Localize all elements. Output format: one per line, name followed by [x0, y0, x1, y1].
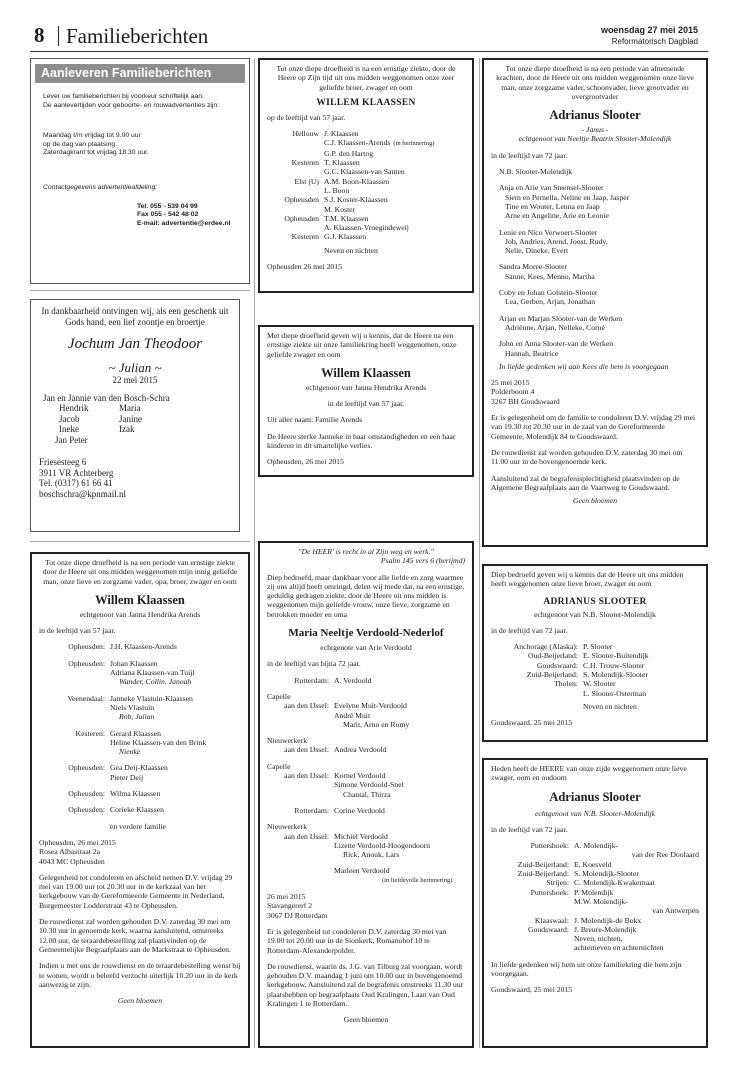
relative-name: W. Slooter — [583, 679, 616, 689]
notice-street: Stavangererf 2 — [267, 901, 313, 911]
relative-name: (in liefdevolle herinnering) — [382, 876, 453, 884]
relative-place: Opheusden: — [68, 789, 105, 799]
relative-place — [267, 876, 329, 885]
relative-name: van der Ree Doolaard — [631, 850, 699, 860]
relative-group — [39, 763, 241, 782]
relative-place: Opheusden: — [68, 658, 105, 668]
notice-attendance: Indien u met ons de rouwdienst en de teraardebestelling wenst bij te wonen, wordt u beleefd verzocht uiterlijk 10.20 uur in de kerk aanwezig te zijn. — [39, 961, 241, 989]
bible-quote: "De HEER' is recht in al Zijn weg en werk." — [298, 547, 434, 556]
relative-name: Gerard Klaassen — [110, 728, 162, 738]
notice-willem-klaassen-wife — [30, 552, 250, 1048]
relatives-list — [491, 642, 699, 698]
relative-place: Puttershoek: — [530, 887, 569, 897]
deceased-name: Willem Klaassen — [321, 365, 411, 380]
grandchildren: Tine en Wouter, Lenna en Jaap — [505, 201, 600, 211]
relative-place: Capelle — [267, 691, 291, 701]
notice-service: De rouwdienst zal worden gehouden D.V. zaterdag 30 mei om 10.30 uur in genoemde kerk, waarna aansluitend, omstreeks 12.00 uur, de teraardebestelling zal plaatsvinden op de Gemeentelijke Begraafplaats aan de Markstraat te Opheusden. — [39, 917, 231, 954]
submission-line: Maandag t/m vrijdag tot 9.00 uur — [43, 132, 141, 140]
relative-place: Kesteren: — [75, 728, 105, 738]
relative-name: G.J. Klaassen — [324, 232, 367, 242]
birth-nickname: ~ Julian ~ — [108, 360, 162, 375]
relative-place: Oud-Beijerland: — [528, 651, 578, 661]
relative-name: E. Koesveld — [574, 859, 612, 869]
sibling-name: Izak — [119, 424, 135, 434]
relative-name: P. Slooter — [583, 642, 613, 652]
deceased-name: Adrianus Slooter — [549, 108, 641, 123]
relative-place: Zuid-Beijerland: — [517, 859, 569, 869]
notice-service: De rouwdienst zal worden gehouden D.V. zaterdag 30 mei om 11.00 uur in de bovengenoemde kerk. — [491, 447, 683, 467]
relative-place — [267, 720, 329, 729]
relative-name: Marleen Verdoold — [334, 866, 390, 876]
sibling-name: Ineke — [59, 424, 79, 434]
notice-street: Rosea Albastraat 2a — [39, 847, 101, 857]
relative-place — [39, 738, 105, 747]
notice-adrianus-slooter-family — [482, 58, 708, 547]
relative-group — [267, 806, 465, 815]
relative-name: Evelyne Muit-Verdoold — [334, 701, 407, 711]
family-head: Anja en Arie van Steensel-Slooter — [499, 183, 604, 193]
submission-line: De aanlevertijden voor geboorte- en rouwadvertenties zijn: — [43, 101, 220, 109]
birth-announcement — [30, 299, 240, 532]
relative-name: A. Molendijk- — [574, 841, 618, 851]
relative-name: achterneven en achternichten — [574, 943, 664, 953]
relative-group — [39, 805, 241, 814]
relative-place — [491, 934, 569, 943]
notice-street: Polderboom 4 — [491, 387, 535, 397]
notice-text: De Heere sterke Janneke in haar omstandigheden en een haar kinderen in dit smartelijke verlies. — [267, 431, 456, 451]
notice-spouse: echtgenoot van Janna Hendrika Arends — [79, 609, 201, 619]
relative-name: Johan Klaassen — [110, 658, 158, 668]
relative-name: Michiel Verdoold — [334, 831, 388, 841]
relative-place — [267, 841, 329, 850]
grandchildren: Adriënne, Arjan, Nelleke, Corné — [505, 322, 605, 332]
relative-name: J. Molendijk-de Bokx — [574, 915, 642, 925]
notice-names: Uit aller naam: Familie Arends — [267, 415, 363, 425]
spouse-name: N.B. Slooter-Molendijk — [499, 167, 573, 177]
column-separator — [254, 58, 255, 1048]
relative-group — [267, 692, 465, 729]
relative-place — [267, 149, 319, 158]
relatives-list — [491, 841, 699, 953]
notice-condolence: Gelegenheid tot condoleren en afscheid nemen D.V. vrijdag 29 mei van 19.00 uur tot 20.30 uur in de kerkzaal van het kerkgebouw van de Gereformeerde Gemeente in Nederland, Burgemeester Lodderstraat 43 te Opheusden. — [39, 872, 233, 910]
notice-maria-verdoold — [258, 541, 474, 1048]
notice-age: in de leeftijd van bijna 72 jaar. — [267, 659, 361, 669]
notice-spouse: echtgenoot van N.B. Slooter-Molendijk — [534, 609, 656, 619]
notice-intro: Tot onze diepe droefheid is na een ernstige ziekte, door de Heere op Zijn tijd uit ons midden weggenomen onze zeer geliefde broer, zwager en oom — [276, 64, 456, 92]
relative-name: Rob, Julian — [119, 712, 155, 722]
relative-place — [267, 780, 329, 789]
grandchildren: Nelie, Dineke, Evert — [505, 246, 569, 256]
relative-group — [267, 676, 465, 685]
notice-no-flowers: Geen bloemen — [117, 996, 163, 1006]
page-number: 8 — [34, 23, 45, 47]
notice-intro: Tot onze diepe droefheid is na een periode van afnemende krachten, door de Heere uit ons midden weggenomen onze lieve man, onze zorgzame vader, schoonvader, lieve grootvader en overgrootvader — [496, 64, 694, 101]
family-group — [499, 288, 699, 307]
relative-name — [334, 822, 465, 831]
notice-intro: Met diepe droefheid geven wij u kennis, dat de Heere na een ernstige ziekte uit onze familiekring heeft weggenomen, onze geliefde zwager en oom — [267, 331, 457, 359]
notice-city: 3267 BH Goudswaard — [491, 396, 560, 406]
notice-age: op de leeftijd van 57 jaar. — [267, 112, 346, 122]
relative-place: aan den IJssel: — [284, 745, 329, 755]
relative-name — [334, 736, 465, 745]
grandchildren: Siem en Pernella, Neline en Jaap, Jasper — [505, 192, 630, 202]
relative-name: P. Molendijk — [574, 887, 614, 897]
notice-memory: In liefde gedenken wij hem uit onze familiekring die hem zijn voorgegaan. — [491, 959, 682, 979]
relative-name: Nienke — [119, 747, 141, 757]
sibling-name: Janine — [119, 413, 142, 424]
relative-group — [267, 866, 465, 885]
notice-date: 26 mei 2015 — [267, 892, 306, 902]
relative-name: Wander, Collin, Janoah — [119, 677, 192, 687]
sibling-name: Jacob — [59, 413, 80, 424]
relative-group — [39, 694, 241, 722]
birth-city: 3911 VR Achterberg — [39, 467, 114, 478]
relative-place — [39, 712, 105, 721]
relative-name: J. Klaassen — [324, 129, 359, 139]
relative-name: Marit, Arno en Romy — [343, 719, 410, 729]
relative-place: Kesteren — [291, 232, 319, 242]
relative-name — [334, 762, 465, 771]
row-separator — [30, 290, 250, 291]
birth-date: 22 mei 2015 — [112, 375, 158, 385]
relative-name: L. Boon — [324, 185, 350, 195]
relative-name: van Antwerpen — [652, 906, 699, 916]
relative-place: Opheusden: — [68, 763, 105, 773]
relative-name: Corieke Klaassen — [110, 805, 165, 815]
relative-name: A. Klaassen-Vroegindeweij — [324, 223, 409, 233]
family-group — [499, 228, 699, 256]
submission-title: Aanleveren Familieberichten — [35, 64, 245, 83]
relative-place: Opheusden: — [68, 642, 105, 652]
relative-place — [267, 223, 319, 232]
relative-name: J. Breure-Molendijk — [574, 924, 637, 934]
relative-name: A. Verdoold — [334, 675, 372, 685]
notice-extra: Neven en nichten — [583, 701, 637, 711]
relative-group — [39, 642, 241, 651]
relative-place — [267, 866, 329, 875]
relative-place: Nieuwerkerk — [267, 736, 308, 746]
relative-name: T. Klaassen — [324, 158, 360, 168]
notice-memory: In liefde gedenken wij aan Kees die hem is voorgegaan — [499, 361, 669, 371]
section-title: Familieberichten — [66, 24, 209, 48]
header-rule — [30, 51, 708, 52]
submission-line: Zaterdagkrant tot vrijdag 18.30 uur. — [43, 149, 149, 157]
relative-place — [39, 677, 105, 686]
relative-place — [39, 773, 105, 782]
relative-name: Chantal, Thirza — [343, 789, 391, 799]
relative-name: Pieter Deij — [110, 772, 144, 782]
sibling-name: Maria — [119, 403, 141, 413]
relative-name: M. Koster — [324, 204, 356, 214]
contact-fax: Fax 055 - 542 48 02 — [137, 211, 199, 219]
family-group — [499, 339, 699, 358]
relative-place — [491, 943, 569, 952]
relative-name: T.M. Klaassen — [324, 213, 369, 223]
relative-place: Tholen: — [554, 679, 578, 689]
notice-intro: Diep bedroefd, maar dankbaar voor alle liefde en zorg waarmee zij ons altijd heeft omringd, delen wij mede dat, na een ernstige, geduldig gedragen ziekte, door de Heere uit ons midden is weggenomen mijn geliefde vrouw, onze lieve, zorgzame en betrokken moeder en oma — [267, 572, 465, 619]
relative-place: Nieuwerkerk — [267, 822, 308, 832]
relative-place — [39, 668, 105, 677]
relative-place — [267, 186, 319, 195]
relative-name: Gea Deij-Klaassen — [110, 763, 168, 773]
relative-name: M.W. Molendijk- — [574, 896, 628, 906]
birth-name: Jochum Jan Theodoor — [67, 336, 203, 352]
notice-age: in de leeftijd van 57 jaar. — [39, 626, 116, 636]
grandchildren: Lea, Gerben, Arjan, Jonathan — [505, 297, 596, 307]
notice-spouse: echtgenote van Arie Verdoold — [320, 643, 412, 653]
notice-age: in de leeftijd van 72 jaar. — [491, 625, 568, 635]
relatives-list — [267, 129, 465, 242]
submission-line: Lever uw familieberichten bij voorkeur schriftelijk aan. — [43, 93, 204, 100]
relative-place — [491, 689, 578, 698]
family-group — [499, 262, 699, 281]
relative-place — [39, 822, 105, 831]
relative-name: J.H. Klaassen-Arends — [110, 642, 177, 652]
relative-group — [267, 736, 465, 755]
notice-burial: Aansluitend zal de begrafenisplechtigheid plaatsvinden op de Algemene Begraafplaats aan de Vaartweg te Goudswaard. — [491, 473, 680, 492]
relative-group — [39, 729, 241, 757]
relative-group — [39, 789, 241, 798]
notice-spouse: echtgenoot van Neeltje Beatrix Slooter-Molendijk — [518, 134, 672, 144]
notice-willem-klaassen-arends — [258, 325, 474, 477]
notice-service: De rouwdienst, waarin ds. J.G. van Tilburg zal voorgaan, wordt gehouden D.V. maandag 1 juni om 10.00 uur in bovengenoemd kerkgebouw. Aansluitend zal de begrafenis omstreeks 11.30 uur plaatshebben op begraafplaats Oud Kralingen, Laan van Oud Kralingen 1 te Rotterdam. — [267, 961, 464, 1008]
submission-line: op de dag van plaatsing. — [43, 140, 118, 148]
relative-name: S. Molendijk-Slooter — [583, 670, 648, 680]
birth-siblings — [55, 403, 179, 445]
relative-place: Puttershoek: — [530, 841, 569, 851]
notice-condolence: Er is gelegenheid om de familie te condoleren D.V. vrijdag 29 mei van 19.30 tot 20.30 uur in de zaal van de Gereformeerde Gemeente, Molendijk 84 te Goudswaard. — [491, 413, 696, 441]
relative-name: C.H. Trouw-Slooter — [583, 660, 645, 670]
relative-place: Klaaswaal: — [534, 915, 569, 925]
notice-intro: Heden heeft de HEERE van onze zijde weggenomen onze lieve zwager, oom en oudoom — [491, 764, 687, 783]
relative-place: Strijen: — [546, 878, 569, 888]
relative-place: Rotterdam: — [294, 805, 329, 815]
relative-place: Rotterdam: — [294, 675, 329, 685]
family-head: Coby en Johan Golstein-Slooter — [499, 288, 598, 298]
notice-extra: Neven en nichten — [324, 245, 378, 255]
family-head: John en Anna Slooter-van de Werken — [499, 339, 614, 349]
relative-place — [267, 205, 319, 214]
relative-name: Simone Verdoold-Snel — [334, 780, 404, 790]
relative-place — [39, 703, 105, 712]
relative-place — [267, 138, 319, 148]
relative-name: G.C. Klaassen-van Santen — [324, 167, 405, 177]
relative-name: Janneke Vlastuin-Klaassen — [110, 693, 193, 703]
relative-place: Goudswaard: — [528, 924, 569, 934]
birth-street: Friesesteeg 6 — [39, 457, 87, 467]
relative-place: Opheusden: — [68, 805, 105, 815]
relative-place: aan den IJssel: — [284, 701, 329, 711]
relative-name: Andrea Verdoold — [334, 745, 387, 755]
relative-place: Elst (U) — [294, 176, 319, 186]
notice-adrianus-slooter-siblings — [482, 564, 708, 742]
notice-place-date: Goudswaard, 25 mei 2015 — [491, 985, 573, 995]
relative-place: aan den IJssel: — [284, 831, 329, 841]
birth-phone: Tel. (0317) 61 66 41 — [39, 478, 113, 488]
notice-intro: Tot onze diepe droefheid is na een periode van ernstige ziekte door de Heere uit ons midden weggenomen mijn innig geliefde man, onze lieve en zorgzame vader, opa, broer, zwager en oom — [42, 558, 238, 586]
relative-name: Rick, Anouk, Lars — [343, 850, 400, 860]
relative-place — [267, 850, 329, 859]
relative-name: Wilma Klaassen — [110, 789, 161, 799]
birth-intro: In dankbaarheid ontvingen wij, als een geschenk uit Gods hand, een lief zoontje en broertje — [41, 306, 229, 327]
notice-no-flowers: Geen bloemen — [572, 496, 618, 506]
birth-email[interactable]: boschschra@kpnmail.nl — [39, 488, 127, 499]
family-group — [499, 314, 699, 333]
relative-name: André Muit — [334, 710, 371, 720]
relative-place: Hellouw — [292, 129, 319, 139]
relatives-list — [39, 642, 241, 830]
grandchildren: Arne en Angeline, Arie en Leonie — [505, 211, 609, 221]
deceased-name: Willem Klaassen — [95, 592, 185, 607]
relative-group — [267, 822, 465, 859]
contact-label: Contactgegevens advertentieafdeling: — [43, 183, 158, 191]
notice-place-date: Goudswaard, 25 mei 2015 — [491, 718, 573, 728]
notice-place-date: Opheusden 26 mei 2015 — [267, 262, 342, 272]
notice-no-flowers: Geen bloemen — [343, 1015, 389, 1025]
deceased-name: WILLEM KLAASSEN — [316, 97, 416, 108]
birth-parents: Jan en Jannie van den Bosch-Schra — [43, 392, 170, 403]
relative-name — [334, 692, 465, 701]
relative-name: Neven, nichten, — [574, 934, 623, 944]
deceased-name: ADRIANUS SLOOTER — [543, 596, 647, 607]
relative-place — [267, 711, 329, 720]
relative-name: Heline Klaassen-van den Brink — [110, 737, 207, 747]
relative-place — [491, 897, 569, 906]
relative-name: en verdere familie — [110, 821, 166, 831]
family-head: Sandra Moree-Slooter — [499, 262, 568, 272]
relative-name: E. Slooter-Buitendijk — [583, 651, 649, 661]
relative-place: Veenendaal: — [67, 693, 105, 703]
relative-name: C. Molendijk-Kwakernaat — [574, 878, 655, 888]
newspaper-name: Reformatorisch Dagblad — [611, 37, 698, 46]
relative-name: S.J. Koster-Klaassen — [324, 195, 388, 205]
notice-intro: Diep bedroefd geven wij u kennis dat de Heere uit ons midden heeft weggenomen onze lieve broer, zwager en oom — [491, 570, 684, 589]
relative-group — [39, 822, 241, 831]
issue-date: woensdag 27 mei 2015 — [600, 25, 698, 35]
notice-age: in de leeftijd van 72 jaar. — [491, 824, 568, 834]
notice-place-date: Opheusden, 26 mei 2015 — [39, 837, 116, 847]
grandchildren: Hannah, Beatrice — [505, 348, 559, 358]
relative-name: Corine Verdoold — [334, 805, 385, 815]
grandchildren: Sanne, Kees, Menno, Martha — [505, 271, 595, 281]
notice-date: 25 mei 2015 — [491, 378, 530, 388]
relative-place: Opheusden — [284, 195, 319, 205]
family-head: Lenie en Nico Verwoert-Slooter — [499, 227, 598, 237]
relative-place — [267, 790, 329, 799]
relative-place: Kesteren — [291, 158, 319, 168]
relative-place: Opheusden — [284, 213, 319, 223]
notice-condolence: Er is gelegenheid tot condoleren D.V. zaterdag 30 mei van 19.00 tot 20.00 uur in de Sionkerk, Romanohof 10 te Rotterdam-Alexanderpolder. — [267, 926, 447, 955]
family-head: Arjan en Marjan Slooter-van de Werken — [499, 313, 623, 323]
notice-willem-klaassen-family — [258, 58, 474, 293]
notice-adrianus-slooter-inlaws — [482, 758, 708, 1048]
relatives-list — [267, 676, 465, 885]
sibling-name: Jan Peter — [55, 434, 88, 445]
row-separator — [30, 541, 250, 542]
header-divider — [58, 26, 59, 46]
relative-place — [491, 850, 569, 859]
column-separator — [479, 58, 480, 1048]
relative-place: Goudswaard: — [537, 660, 578, 670]
notice-city: 3067 DJ Rotterdam — [267, 910, 328, 920]
relative-name: L. Slooter-Osterman — [583, 688, 647, 698]
deceased-nickname: - Janus - — [581, 125, 609, 135]
relative-name: Niels Vlastuin — [110, 702, 155, 712]
notice-age: in de leeftijd van 57 jaar. — [327, 399, 405, 409]
submission-info-box — [30, 58, 250, 284]
relative-note: (in herinnering) — [393, 140, 435, 148]
relative-place — [267, 167, 319, 176]
notice-spouse: echtgenoot van Janna Hendrika Arends — [305, 382, 427, 392]
contact-tel: Tel. 055 - 539 04 99 — [137, 202, 198, 210]
relative-name: G.P. den Hartog — [324, 148, 374, 158]
relative-name: Adriana Klaassen-van Tuijl — [110, 668, 195, 678]
grandchildren: Job, Andries, Arend, Joost, Rudy, — [505, 236, 608, 246]
relative-name: S. Molendijk-Slooter — [574, 869, 639, 879]
notice-spouse: echtgenoot van N.B. Slooter-Molendijk — [534, 808, 656, 818]
deceased-name: Adrianus Slooter — [549, 789, 641, 804]
relative-place: Zuid-Beijerland: — [517, 869, 569, 879]
bible-reference: Psalm 145 vers 6 (berijmd) — [380, 556, 465, 566]
relative-place: aan den IJssel: — [284, 771, 329, 781]
relative-group — [39, 659, 241, 687]
relative-name — [324, 138, 465, 148]
relative-name: A.M. Boon-Klaassen — [324, 176, 390, 186]
notice-age: in de leeftijd van 72 jaar. — [491, 150, 568, 160]
sibling-name: Hendrik — [59, 403, 89, 413]
relative-place: Zuid-Beijerland: — [526, 670, 578, 680]
relative-place: Capelle — [267, 761, 291, 771]
notice-city: 4043 MC Opheusden — [39, 856, 105, 866]
relative-name: Kornel Verdoold — [334, 771, 386, 781]
notice-place-date: Opheusden, 26 mei 2015 — [267, 457, 344, 467]
relative-place — [39, 747, 105, 756]
family-list — [499, 183, 699, 357]
relative-group — [267, 762, 465, 799]
relative-place: Anchorage (Alaska): — [513, 642, 578, 652]
relative-name: C.J. Klaassen-Arends — [324, 138, 391, 148]
relative-name: Lizette Verdoold-Hoogendoorn — [334, 840, 431, 850]
family-group — [499, 183, 699, 220]
deceased-name: Maria Neeltje Verdoold-Nederlof — [288, 627, 444, 640]
contact-email[interactable]: E-mail: advertentie@erdee.nl — [137, 219, 231, 227]
relative-place — [491, 906, 569, 915]
